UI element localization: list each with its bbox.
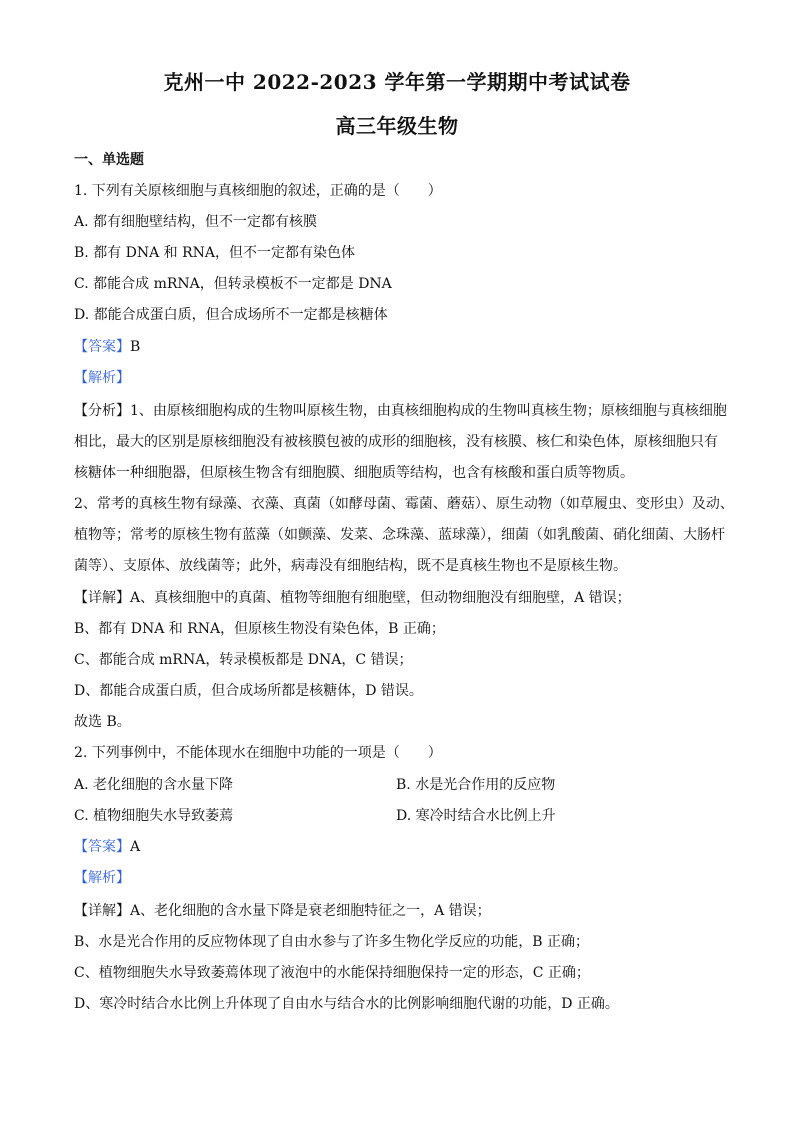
q2-analysis-tag: 【解析】 — [74, 870, 130, 886]
answer-value: A — [130, 839, 141, 855]
q1-option-b: B. 都有 DNA 和 RNA，但不一定都有染色体 — [74, 245, 356, 261]
q1-detail-line: D、都能合成蛋白质，但合成场所都是核糖体，D 错误。 — [74, 683, 423, 699]
q1-option-c: C. 都能合成 mRNA，但转录模板不一定都是 DNA — [74, 276, 392, 292]
q1-option-a: A. 都有细胞壁结构，但不一定都有核膜 — [74, 214, 318, 230]
exam-subtitle: 高三年级生物 — [335, 114, 459, 138]
q2-option-a: A. 老化细胞的含水量下降 — [74, 777, 234, 793]
q2-answer — [74, 837, 724, 857]
detail-tag: 【详解】 — [74, 590, 130, 606]
q1-answer — [74, 337, 724, 357]
q2-stem: 2. 下列事例中，不能体现水在细胞中功能的一项是（ ） — [74, 745, 442, 761]
q2-option-c: C. 植物细胞失水导致萎蔫 — [74, 808, 234, 824]
q1-detail-line: C、都能合成 mRNA，转录模板都是 DNA，C 错误； — [74, 652, 413, 668]
q1-analysis-line: 相比，最大的区别是原核细胞没有被核膜包被的成形的细胞核，没有核膜、核仁和染色体，原核细胞只有 — [74, 434, 718, 450]
q1-analysis-tag: 【解析】 — [74, 370, 130, 386]
exam-title: 克州一中 2022-2023 学年第一学期期中考试试卷 — [163, 70, 631, 94]
q1-analysis-line: 核糖体一种细胞器，但原核生物含有细胞膜、细胞质等结构，也含有核酸和蛋白质等物质。 — [74, 465, 634, 481]
answer-tag: 【答案】 — [74, 339, 130, 355]
q1-conclusion: 故选 B。 — [74, 714, 131, 730]
q1-analysis-line: 菌等）、支原体、放线菌等；此外，病毒没有细胞结构，既不是真核生物也不是原核生物。 — [74, 558, 627, 574]
answer-value: B — [130, 339, 141, 355]
detail-tag: 【详解】 — [74, 903, 130, 919]
q2-option-b: B. 水是光合作用的反应物 — [396, 777, 556, 793]
q1-option-d: D. 都能合成蛋白质，但合成场所不一定都是核糖体 — [74, 307, 388, 323]
q2-detail-line: C、植物细胞失水导致萎蔫体现了液泡中的水能保持细胞保持一定的形态，C 正确； — [74, 965, 590, 981]
q1-analysis-line: 2、常考的真核生物有绿藻、衣藻、真菌（如酵母菌、霉菌、蘑菇）、原生动物（如草履虫、变形虫）及动、 — [74, 496, 734, 512]
fenxi-tag: 【分析】 — [74, 403, 130, 419]
q1-detail-line: B、都有 DNA 和 RNA，但原核生物没有染色体，B 正确； — [74, 621, 445, 637]
q2-detail-line: B、水是光合作用的反应物体现了自由水参与了许多生物化学反应的功能，B 正确； — [74, 934, 590, 950]
q1-analysis-line: 【分析】1、由原核细胞构成的生物叫原核生物，由真核细胞构成的生物叫真核生物；原核细胞与真核细胞 — [74, 403, 727, 419]
section-heading: 一、单选题 — [74, 152, 144, 168]
q1-detail-line: 【详解】A、真核细胞中的真菌、植物等细胞有细胞壁，但动物细胞没有细胞壁，A 错误； — [74, 590, 631, 606]
q1-analysis-line: 植物等；常考的原核生物有蓝藻（如颤藻、发菜、念珠藻、蓝球藻），细菌（如乳酸菌、硝化细菌、大肠杆 — [74, 527, 725, 543]
q2-detail-line: D、寒冷时结合水比例上升体现了自由水与结合水的比例影响细胞代谢的功能，D 正确。 — [74, 996, 619, 1012]
q2-option-d: D. 寒冷时结合水比例上升 — [396, 808, 556, 824]
q2-detail-line: 【详解】A、老化细胞的含水量下降是衰老细胞特征之一，A 错误； — [74, 903, 491, 919]
answer-tag: 【答案】 — [74, 839, 130, 855]
q1-stem: 1. 下列有关原核细胞与真核细胞的叙述，正确的是（ ） — [74, 183, 442, 199]
